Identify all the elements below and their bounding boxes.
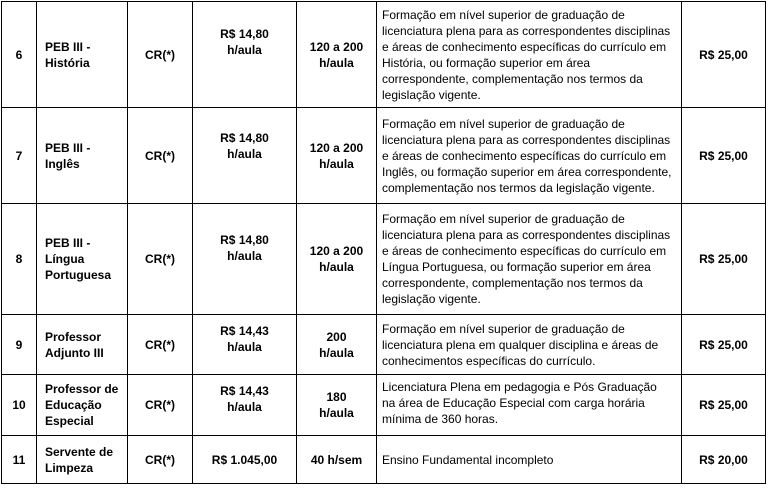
requisitos-line: e áreas de conhecimento específicas do currículo em [382,244,667,258]
carga-line: 120 a 200 [309,140,364,155]
table-row [2,375,766,436]
cargo-line: PEB III - [45,140,91,155]
requisitos-line: História, ou formação superior em área [382,55,591,70]
requisitos-line: e áreas de conhecimento específicas do currículo em [382,39,667,54]
regime-cell: CR(*) [128,315,193,375]
table-row [2,436,766,484]
regime-cell: CR(*) [128,204,193,315]
requisitos-line: mínima de 360 horas. [382,412,499,426]
requisitos-line: Língua Portuguesa, ou formação superior em área [382,260,651,274]
table-row [2,315,766,375]
carga-line: 200 [326,329,347,344]
row-number: 8 [2,204,37,315]
requisitos-cell [377,315,682,375]
salario-line: R$ 14,80 [220,27,269,41]
carga-cell [297,204,377,315]
cargo-cell [37,2,128,108]
requisitos-cell [377,2,682,108]
requisitos-line: e áreas de conhecimento específicas do currículo em [382,148,667,163]
cargo-cell [37,204,128,315]
table-row [2,204,766,315]
row-number: 9 [2,315,37,375]
carga-line: h/aula [319,156,354,171]
row-number: 6 [2,2,37,108]
cargo-line: Especial [45,414,94,428]
requisitos-line: Ensino Fundamental incompleto [382,452,554,467]
carga-line: h/aula [319,345,354,360]
salario-line: R$ 14,43 [220,324,269,338]
cargo-cell [37,108,128,204]
cargo-line: Professor de [45,382,119,396]
salario-line: R$ 14,80 [220,131,269,145]
table-row [2,2,766,108]
cargo-cell [37,436,128,484]
cargo-line: Língua [45,252,85,266]
carga-cell [297,436,377,484]
cargo-line: Inglês [45,156,80,171]
requisitos-line: Formação em nível superior de graduação de [382,116,625,131]
salario-line: h/aula [227,147,262,161]
carga-cell [297,108,377,204]
requisitos-line: na área de Educação Especial com carga horária [382,396,645,410]
cargo-line: PEB III - [45,236,91,250]
salario-line: h/aula [227,340,262,354]
table-body [2,2,766,484]
salario-cell [193,375,297,436]
requisitos-line: Formação em nível superior de graduação de [382,7,625,22]
requisitos-line: conhecimentos específicas do currículo. [382,353,596,368]
salario-cell [193,2,297,108]
requisitos-cell [377,204,682,315]
requisitos-cell [377,108,682,204]
row-number: 7 [2,108,37,204]
table-row [2,108,766,204]
taxa-cell: R$ 25,00 [682,108,766,204]
carga-line: 180 [326,390,347,404]
salario-cell [193,315,297,375]
taxa-cell: R$ 25,00 [682,375,766,436]
carga-line: h/aula [319,406,354,420]
cargo-line: História [45,55,90,70]
cargo-cell [37,315,128,375]
carga-line: h/aula [319,55,354,70]
carga-line: 40 h/sem [310,452,363,467]
salario-cell [193,108,297,204]
salario-line: R$ 14,43 [220,384,269,398]
regime-cell: CR(*) [128,2,193,108]
requisitos-line: Licenciatura Plena em pedagogia e Pós Graduação [382,380,657,394]
salario-cell [193,436,297,484]
requisitos-line: Inglês, ou formação superior em área correspondente, [382,164,672,179]
regime-cell: CR(*) [128,436,193,484]
taxa-cell: R$ 20,00 [682,436,766,484]
requisitos-line: licenciatura plena para as correspondentes disciplinas [382,228,671,242]
carga-line: 120 a 200 [309,244,364,258]
salario-line: h/aula [227,43,262,57]
carga-cell [297,2,377,108]
regime-cell: CR(*) [128,108,193,204]
cargo-line: Servente de [45,444,114,459]
cargo-line: Portuguesa [45,268,112,282]
cargo-line: Adjunto III [45,345,104,360]
salario-line: R$ 1.045,00 [211,452,278,467]
requisitos-cell [377,436,682,484]
taxa-cell: R$ 25,00 [682,204,766,315]
requisitos-line: correspondente, complementação nos termos da [382,71,643,86]
cargo-line: PEB III - [45,39,91,54]
requisitos-cell [377,375,682,436]
row-number: 11 [2,436,37,484]
salario-line: h/aula [227,400,262,414]
cargo-line: Professor [45,329,102,344]
requisitos-line: legislação vigente. [382,292,481,306]
requisitos-line: Formação em nível superior de graduação de [382,321,625,336]
requisitos-line: licenciatura plena em qualquer disciplina e áreas de [382,337,659,352]
regime-cell: CR(*) [128,375,193,436]
taxa-cell: R$ 25,00 [682,315,766,375]
cargo-line: Educação [45,398,102,412]
cargo-cell [37,375,128,436]
row-number: 10 [2,375,37,436]
cargos-table [1,1,766,484]
requisitos-line: correspondente, complementação nos termos da [382,276,643,290]
carga-line: 120 a 200 [309,39,364,54]
salario-cell [193,204,297,315]
requisitos-line: legislação vigente. [382,87,481,102]
cargo-line: Limpeza [45,460,94,475]
carga-line: h/aula [319,260,354,274]
carga-cell [297,375,377,436]
salario-line: h/aula [227,249,262,263]
requisitos-line: complementação nos termos da legislação vigente. [382,180,655,195]
requisitos-line: Formação em nível superior de graduação de [382,212,625,226]
carga-cell [297,315,377,375]
taxa-cell: R$ 25,00 [682,2,766,108]
requisitos-line: licenciatura plena para as correspondentes disciplinas [382,23,671,38]
requisitos-line: licenciatura plena para as correspondentes disciplinas [382,132,671,147]
salario-line: R$ 14,80 [220,233,269,247]
